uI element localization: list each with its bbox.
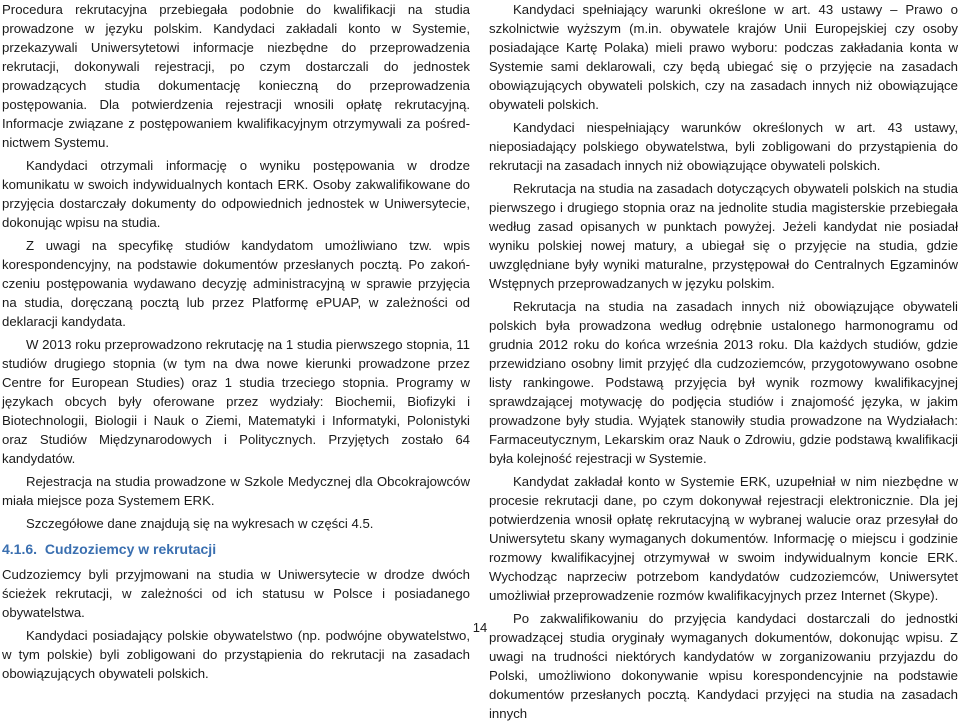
paragraph: Rejestracja na studia prowadzone w Szkole Medycznej dla Obcokrajowców miała miejsce poza Systemem ERK. <box>2 474 470 508</box>
left-column <box>2 0 470 687</box>
paragraph: Kandydaci niespełniający warunków określonych w art. 43 ustawy, nieposiadający polskiego obywatelstwa, byli zobligowani do przystąpienia do rekrutacji na zasadach innych niż obowiązujące obywateli polskich. <box>489 120 958 173</box>
paragraph: Po zakwalifikowaniu do przyjęcia kandydaci dostarczali do jednostki prowadzącej studia oryginały wymaganych dokumentów, dokonując wpisu. Z uwagi na trudności niektórych kandydatów w zorganizowaniu przyjazdu do Polski, umożliwiono dokonywanie wpisu korespondencyjnie na podstawie dokumentów przesłanych pocztą. Kandydaci przyjęci na studia na zasadach innych <box>489 611 958 721</box>
section-number: 4.1.6. <box>2 541 38 557</box>
section-heading <box>2 539 470 559</box>
right-column <box>489 0 958 727</box>
paragraph: Kandydat zakładał konto w Systemie ERK, uzupełniał w nim niezbędne w procesie rekrutacji dane, po czym dokonywał rejestracji elektronicznie. Dla jej potwierdzenia wnosił opłatę rekrutacyjną w wybranej walucie oraz przesyłał do Uniwersytetu skany wymaganych dokumentów. Informację o miejscu i godzinie rozmowy kwalifikacyjnej otrzymywał w swoim indywidualnym koncie ERK. Wychodząc naprzeciw potrzebom kandydatów cudzoziemców, Uniwersytet umożliwiał przeprowadzenie rozmów kwalifikacyjnych przez Internet (Skype). <box>489 474 958 603</box>
paragraph: Z uwagi na specyfikę studiów kandydatom umożliwiano tzw. wpis korespondencyjny, na podstawie dokumentów przesłanych pocztą. Po zakończeniu postępowania wydawano decyzję administracyjną w sprawie przyjęcia na studia, doręczaną pocztą lub przez Platformę ePUAP, w zależności od deklaracji kandydata. <box>2 238 470 329</box>
paragraph: Szczegółowe dane znajdują się na wykresach w części 4.5. <box>26 516 374 531</box>
paragraph: Procedura rekrutacyjna przebiegała podobnie do kwalifikacji na studia prowadzone w języku polskim. Kandydaci zakładali konto w Systemie, przekazywali Uniwersytetowi informacje niezbędne do przeprowadzenia rekrutacji, dokonywali rejestracji, po czym dostarczali do jednostek prowadzących studia dokumentację konieczną do przeprowadzenia postępowania. Dla potwierdzenia rejestracji wnosili opłatę rekrutacyjną. Informacje związane z postępowaniem kwalifikacyjnym otrzymywali za pośrednictwem Systemu. <box>2 2 470 150</box>
paragraph: Kandydaci posiadający polskie obywatelstwo (np. podwójne obywatelstwo, w tym polskie) byli zobligowani do przystąpienia do rekrutacji na zasadach obowiązujących obywateli polskich. <box>2 628 470 681</box>
paragraph: Cudzoziemcy byli przyjmowani na studia w Uniwersytecie w drodze dwóch ścieżek rekrutacji, w zależności od ich statusu w Polsce i posiadanego obywatelstwa. <box>2 567 470 620</box>
page-number: 14 <box>472 620 488 635</box>
paragraph: Kandydaci spełniający warunki określone w art. 43 ustawy – Prawo o szkolnictwie wyższym (m.in. obywatele krajów Unii Europejskiej czy osoby posiadające Kartę Polaka) mieli prawo wyboru: podczas zakładania konta w Systemie sami deklarowali, czy będą ubiegać się o przyjęcie na zasadach obowiązujących obywateli polskich, czy na zasadach innych niż obowiązujące obywateli polskich. <box>489 2 958 112</box>
section-title: Cudzoziemcy w rekrutacji <box>44 541 217 557</box>
paragraph: Rekrutacja na studia na zasadach innych niż obowiązujące obywateli polskich była prowadzona według odrębnie ustalonego harmonogramu od grudnia 2012 roku do końca września 2013 roku. Dla każdych studiów, gdzie przewidziano osobny limit przyjęć dla cudzoziemców, przygotowywano osobne listy rankingowe. Podstawą przyjęcia był wynik rozmowy kwalifikacyjnej sprawdzającej motywację do podjęcia studiów i znajomość języka, w jakim prowadzone były studia. Wyjątek stanowiły studia prowadzone na Wydziałach: Farmaceutycznym, Lekarskim oraz Nauk o Zdrowiu, gdzie podstawą kwalifikacji była kolejność rejestracji w Systemie. <box>489 299 958 466</box>
paragraph: Rekrutacja na studia na zasadach dotyczących obywateli polskich na studia pierwszego i drugiego stopnia oraz na jednolite studia magisterskie przebiegała według zasad opisanych w punktach powyżej. Jeżeli kandydat nie posiadał wyniku polskiej nowej matury, a ubiegał się o przyjęcie na studia, gdzie uwzględniane były wyniki maturalne, przystępował do Centralnych Egzaminów Wstępnych przeprowadzanych w języku polskim. <box>489 181 958 291</box>
paragraph: Kandydaci otrzymali informację o wyniku postępowania w drodze komunikatu w swoich indywidualnych kontach ERK. Osoby zakwalifikowane do przyjęcia dostarczały dokumenty do odpowiednich jednostek w Uniwersytecie, dokonując wpisu na studia. <box>2 158 470 230</box>
paragraph: W 2013 roku przeprowadzono rekrutację na 1 studia pierwszego stopnia, 11 studiów drugiego stopnia (w tym na dwa nowe kierunki prowadzone przez Centre for European Studies) oraz 1 studia trzeciego stopnia. Programy w językach obcych były oferowane przez wydziały: Biochemii, Biofizyki i Biotechnologii, Biologii i Nauk o Ziemi, Matematyki i Informatyki, Polonistyki oraz Studiów Międzynarodowych i Politycznych. Przyjętych zostało 64 kandydatów. <box>2 337 470 466</box>
